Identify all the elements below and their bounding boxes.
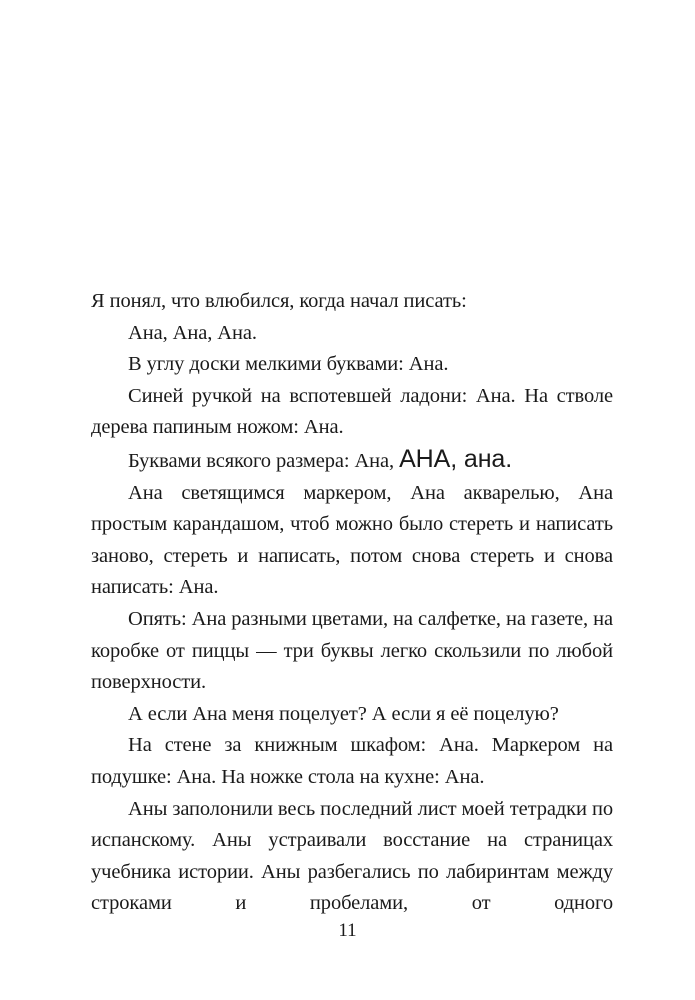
paragraph-1: Я понял, что влюбился, когда начал писать: [91,290,467,312]
paragraph-4: Синей ручкой на вспотевшей ладони: Ана. На стволе дерева папиным ножом: Ана. [91,384,613,439]
paragraph-8: А если Ана меня поцелует? А если я её поцелую? [128,702,559,725]
paragraph-9: На стене за книжным шкафом: Ана. Маркером на подушке: Ана. На ножке стола на кухне: Ана. [91,734,613,788]
paragraph-7: Опять: Ана разными цветами, на салфетке, на газете, на коробке от пиццы — три буквы легко скользили по любой поверхности. [91,607,613,694]
body-text [91,286,613,920]
paragraph-5-prefix: Буквами всякого размера: Ана, [128,449,400,472]
paragraph-2: Ана, Ана, Ана. [128,321,257,344]
page-number: 11 [338,920,357,941]
paragraph-5-big-text: АНА, ана. [399,444,513,473]
paragraph-5 [91,444,613,478]
paragraph-10: Аны заполонили весь последний лист моей тетрадки по испанскому. Аны устраивали восстание на страницах учебника истории. Аны разбегались по лабиринтам между строками и пробелами, от одного [91,797,613,915]
paragraph-3: В углу доски мелкими буквами: Ана. [128,353,449,376]
paragraph-6: Ана светящимся маркером, Ана акварелью, Ана простым карандашом, чтоб можно было стереть и написать заново, стереть и написать, потом снова стереть и снова написать: Ана. [91,481,613,599]
